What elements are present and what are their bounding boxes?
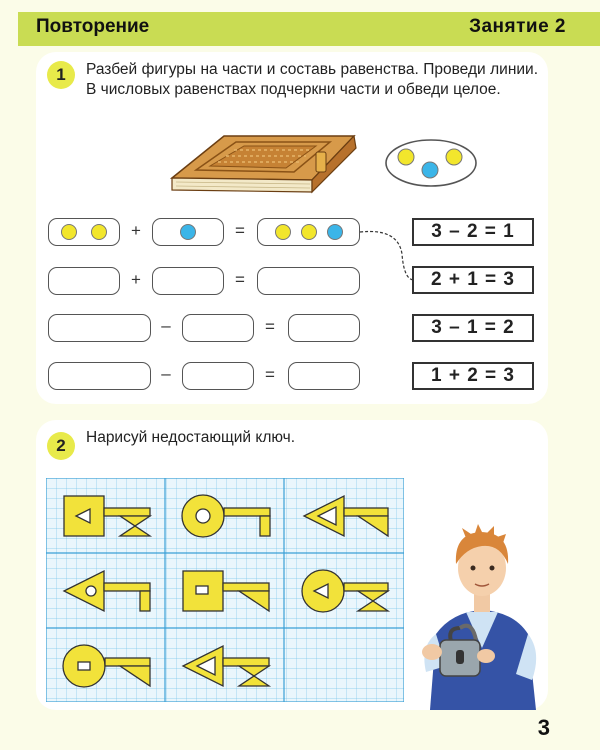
whole-box-3[interactable] (48, 314, 151, 342)
minus-sign: – (161, 316, 171, 335)
blue-dot (327, 224, 343, 240)
minus-sign: – (161, 364, 171, 383)
equals-sign: = (235, 270, 245, 289)
yellow-dot (301, 224, 317, 240)
part-box-2a[interactable] (48, 267, 120, 295)
book-illustration (166, 128, 362, 198)
equation-box-2[interactable]: 2 + 1 = 3 (412, 266, 534, 294)
task-2-instruction: Нарисуй недостающий ключ. (86, 429, 296, 446)
part-box-2b[interactable] (152, 267, 224, 295)
header-bar (18, 12, 600, 46)
key-grid (46, 478, 404, 702)
task-1-instruction: Разбей фигуры на части и составь равенства. Проведи линии. В числовых равенствах подчеркни части и обведи целое. (86, 61, 538, 98)
boy-illustration (416, 516, 546, 710)
equation-box-3[interactable]: 3 – 1 = 2 (412, 314, 534, 342)
equals-sign: = (265, 365, 275, 384)
connector-line (358, 224, 418, 286)
yellow-dot (91, 224, 107, 240)
part-box-3a[interactable] (182, 314, 254, 342)
yellow-dot (275, 224, 291, 240)
task-2-number: 2 (47, 432, 75, 460)
equals-sign: = (265, 317, 275, 336)
plus-sign: + (131, 221, 141, 240)
yellow-dot (61, 224, 77, 240)
equals-sign: = (235, 221, 245, 240)
blue-dot (180, 224, 196, 240)
equation-box-4[interactable]: 1 + 2 = 3 (412, 362, 534, 390)
task-1-number: 1 (47, 61, 75, 89)
part-box-3b[interactable] (288, 314, 360, 342)
part-box-4b[interactable] (288, 362, 360, 390)
plus-sign: + (131, 270, 141, 289)
part-box-1b[interactable] (152, 218, 224, 246)
whole-box-1[interactable] (257, 218, 360, 246)
lesson-title: Занятие 2 (469, 16, 566, 37)
section-title: Повторение (36, 16, 150, 37)
page-number: 3 (537, 715, 550, 740)
equation-box-1[interactable]: 3 – 2 = 1 (412, 218, 534, 246)
whole-box-4[interactable] (48, 362, 151, 390)
part-box-1a[interactable] (48, 218, 120, 246)
part-box-4a[interactable] (182, 362, 254, 390)
dots-oval (384, 138, 478, 188)
whole-box-2[interactable] (257, 267, 360, 295)
